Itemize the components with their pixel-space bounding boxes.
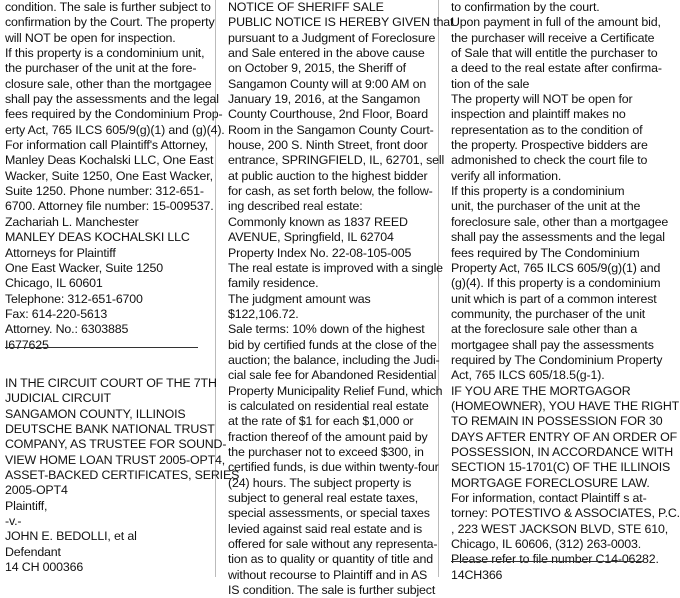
text-line: JOHN E. BEDOLLI, et al	[5, 529, 137, 544]
text-line: community, the purchaser of the unit	[451, 306, 646, 321]
column-divider	[438, 0, 439, 577]
text-line: Property Act, 765 ILCS 605/9(g)(1) and	[451, 260, 661, 275]
text-line: to confirmation by the court.	[451, 0, 600, 14]
text-line: a deed to the real estate after confirma-	[451, 61, 662, 76]
column-1-lower	[5, 376, 240, 575]
text-line: IN THE CIRCUIT COURT OF THE 7TH	[5, 376, 217, 390]
text-line: torney: POTESTIVO & ASSOCIATES, P.C.	[451, 506, 680, 521]
text-line: inspection and plaintiff makes no	[451, 107, 626, 122]
text-line: TO REMAIN IN POSSESSION FOR 30	[451, 414, 663, 429]
text-line: COMPANY, AS TRUSTEE FOR SOUND-	[5, 437, 227, 452]
text-line: verify all information.	[451, 168, 562, 183]
column-1	[5, 0, 225, 353]
text-line: The real estate is improved with a single	[228, 260, 443, 275]
text-line: special assessments, or special taxes	[228, 506, 430, 521]
text-line: pursuant to a Judgment of Foreclosure	[228, 30, 436, 45]
text-line: the purchaser of the unit at the fore-	[5, 61, 197, 76]
text-line: certified funds, is due within twenty-four	[228, 460, 439, 475]
text-line: auction; the balance, including the Judi-	[228, 352, 440, 367]
text-line: the property. Prospective bidders are	[451, 138, 648, 153]
text-line: Property Index No. 22-08-105-005	[228, 245, 412, 260]
text-line: fees required by The Condominium	[451, 245, 640, 260]
text-line: erty Act, 765 ILCS 605/9(g)(1) and (g)(4).	[5, 122, 225, 137]
text-line: admonished to check the court file to	[451, 153, 648, 168]
notice-of-sheriff-sale	[228, 0, 454, 598]
text-line: 14 CH 000366	[5, 560, 84, 575]
text-line: condition. The sale is further subject to	[5, 0, 211, 14]
text-line: IS condition. The sale is further subject	[228, 583, 436, 598]
text-line: and Sale entered in the above cause	[228, 46, 425, 61]
text-line: If this property is a condominium unit,	[5, 46, 205, 61]
column-3	[451, 0, 680, 583]
text-line: of Sale that will entitle the purchaser to	[451, 46, 658, 61]
text-line: AVENUE, Springfield, IL 62704	[228, 230, 394, 245]
text-line: confirmation by the Court. The property	[5, 15, 215, 30]
text-line: closure sale, other than the mortgagee	[5, 76, 212, 91]
text-line: 2005-OPT4	[5, 483, 68, 498]
text-line: is calculated on residential real estate	[228, 398, 429, 413]
text-line: mortgagee shall pay the assessments	[451, 337, 654, 352]
text-line: Plaintiff,	[5, 498, 48, 513]
text-line: For information call Plaintiff's Attorney,	[5, 138, 208, 153]
text-line: JUDICIAL CIRCUIT	[5, 391, 111, 406]
text-line: offered for sale without any representa-	[228, 537, 438, 552]
text-line: VIEW HOME LOAN TRUST 2005-OPT4,	[5, 452, 226, 467]
notice-continuation-confirmation	[451, 0, 680, 583]
text-line: $122,106.72.	[228, 306, 299, 321]
text-line: For information, contact Plaintiff s at-	[451, 491, 647, 505]
text-line: Suite 1250. Phone number: 312-651-	[5, 184, 204, 199]
text-line: Attorney. No.: 6303885	[5, 322, 129, 337]
text-line: (24) hours. The subject property is	[228, 475, 412, 490]
text-line: Chicago, IL 60606, (312) 263-0003.	[451, 537, 642, 552]
text-line: DEUTSCHE BANK NATIONAL TRUST	[5, 422, 215, 437]
text-line: fraction thereof of the amount paid by	[228, 429, 428, 444]
text-line: Attorneys for Plaintiff	[5, 245, 116, 260]
text-line: cial sale fee for Abandoned Residential	[228, 368, 437, 383]
text-line: representation as to the condition of	[451, 122, 643, 137]
text-line: shall pay the assessments and the legal	[5, 92, 219, 107]
notice-caption-deutsche-bank	[5, 376, 240, 575]
text-line: Please refer to file number C14-06282.	[451, 552, 659, 567]
text-line: The judgment amount was	[228, 291, 371, 306]
text-line: unit, the purchaser of the unit at the	[451, 199, 641, 214]
notice-continuation-condominium	[5, 0, 225, 353]
text-line: required by The Condominium Property	[451, 352, 663, 367]
text-line: tion of the sale	[451, 76, 530, 91]
text-line: 6700. Attorney file number: 15-009537.	[5, 199, 214, 214]
text-line: Room in the Sangamon County Court-	[228, 122, 434, 137]
text-line: (g)(4). If this property is a condominium	[451, 276, 661, 291]
text-line: SANGAMON COUNTY, ILLINOIS	[5, 406, 186, 421]
text-line: Upon payment in full of the amount bid,	[451, 15, 661, 30]
text-line: tion as to quality or quantity of title and	[228, 552, 434, 567]
column-divider	[215, 0, 216, 577]
text-line: house, 200 S. Ninth Street, front door	[228, 138, 428, 153]
text-line: Sale terms: 10% down of the highest	[228, 322, 425, 337]
text-line: bid by certified funds at the close of the	[228, 337, 437, 352]
text-line: fees required by the Condominium Prop-	[5, 107, 223, 122]
text-line: One East Wacker, Suite 1250	[5, 260, 164, 275]
text-line: without recourse to Plaintiff and in AS	[228, 567, 428, 582]
text-line: family residence.	[228, 276, 319, 291]
notice-separator-rule	[5, 347, 198, 348]
text-line: subject to general real estate taxes,	[228, 491, 419, 505]
text-line: NOTICE OF SHERIFF SALE	[228, 0, 384, 14]
text-line: at the foreclosure sale other than a	[451, 322, 638, 337]
text-line: for cash, as set forth below, the follow-	[228, 184, 433, 199]
text-line: Telephone: 312-651-6700	[5, 291, 143, 306]
text-line: at public auction to the highest bidder	[228, 168, 428, 183]
text-line: I677625	[5, 337, 49, 352]
text-line: Act, 765 ILCS 605/18.5(g-1).	[451, 368, 605, 383]
text-line: Commonly known as 1837 REED	[228, 214, 408, 229]
text-line: will NOT be open for inspection.	[5, 30, 176, 45]
text-line: at the rate of $1 for each $1,000 or	[228, 414, 414, 429]
text-line: DAYS AFTER ENTRY OF AN ORDER OF	[451, 429, 677, 444]
text-line: on October 9, 2015, the Sheriff of	[228, 61, 406, 76]
text-line: , 223 WEST JACKSON BLVD, STE 610,	[451, 521, 669, 536]
text-line: Property Municipality Relief Fund, which	[228, 383, 443, 398]
text-line: shall pay the assessments and the legal	[451, 230, 665, 245]
text-line: the purchaser will receive a Certificate	[451, 30, 655, 45]
text-line: ing described real estate:	[228, 199, 363, 214]
text-line: Zachariah L. Manchester	[5, 214, 139, 229]
text-line: January 19, 2016, at the Sangamon	[228, 92, 421, 107]
column-2	[228, 0, 454, 598]
text-line: levied against said real estate and is	[228, 521, 423, 536]
text-line: Sangamon County will at 9:00 AM on	[228, 76, 427, 91]
text-line: the purchaser not to exceed $300, in	[228, 444, 424, 459]
text-line: unit which is part of a common interest	[451, 291, 657, 306]
text-line: SECTION 15-1701(C) OF THE ILLINOIS	[451, 460, 671, 475]
text-line: IF YOU ARE THE MORTGAGOR	[451, 383, 631, 398]
text-line: Chicago, IL 60601	[5, 276, 103, 291]
text-line: County Courthouse, 2nd Floor, Board	[228, 107, 429, 122]
notice-separator-rule	[451, 561, 644, 562]
text-line: MANLEY DEAS KOCHALSKI LLC	[5, 230, 190, 245]
text-line: Defendant	[5, 544, 61, 559]
text-line: Fax: 614-220-5613	[5, 306, 108, 321]
text-line: entrance, SPRINGFIELD, IL, 62701, sell	[228, 153, 445, 168]
text-line: foreclosure sale, other than a mortgagee	[451, 214, 669, 229]
text-line: Manley Deas Kochalski LLC, One East	[5, 153, 214, 168]
text-line: The property will NOT be open for	[451, 92, 633, 107]
text-line: ASSET-BACKED CERTIFICATES, SERIES	[5, 468, 240, 483]
text-line: -v.-	[5, 514, 22, 529]
text-line: PUBLIC NOTICE IS HEREBY GIVEN that	[228, 15, 454, 30]
text-line: MORTGAGE FORECLOSURE LAW.	[451, 475, 650, 490]
text-line: 14CH366	[451, 567, 503, 582]
text-line: Wacker, Suite 1250, One East Wacker,	[5, 168, 213, 183]
text-line: If this property is a condominium	[451, 184, 625, 199]
text-line: POSSESSION, IN ACCORDANCE WITH	[451, 444, 674, 459]
text-line: (HOMEOWNER), YOU HAVE THE RIGHT	[451, 398, 680, 413]
